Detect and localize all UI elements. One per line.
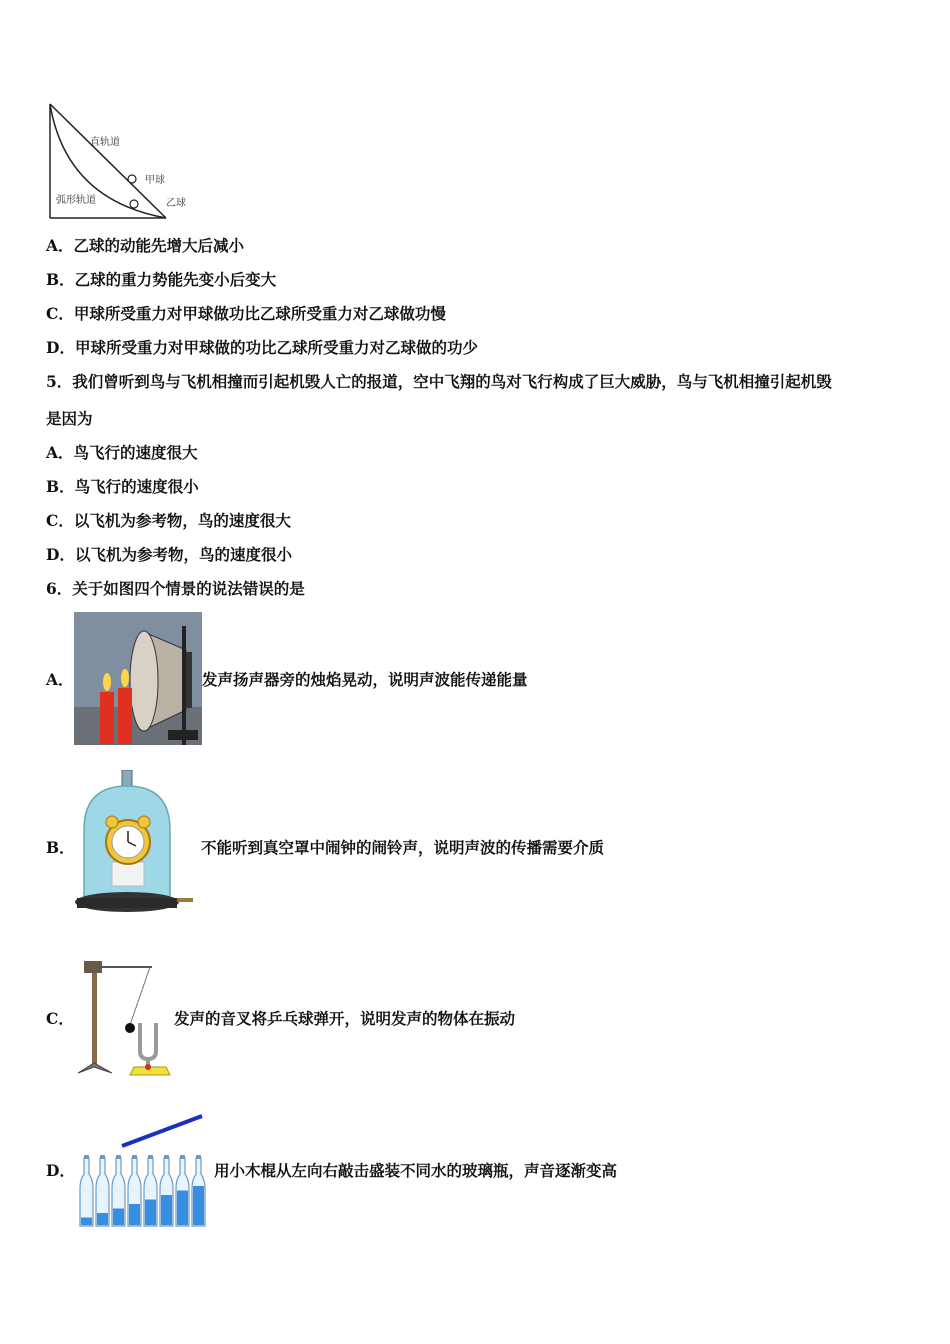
q5-option-a[interactable]: A．鸟飞行的速度很大 <box>46 443 198 462</box>
q6-option-b-text: 不能听到真空罩中闹钟的闹铃声，说明声波的传播需要介质 <box>201 837 605 857</box>
q4-option-d[interactable]: D．甲球所受重力对甲球做的功比乙球所受重力对乙球做的功少 <box>46 338 478 357</box>
q4-option-b[interactable]: B．乙球的重力势能先变小后变大 <box>46 270 277 289</box>
glass-bottle <box>128 1155 141 1226</box>
q4-option-a[interactable]: A．乙球的动能先增大后减小 <box>46 236 245 255</box>
glass-bottle <box>144 1155 157 1226</box>
q6-option-c-letter: C． <box>46 1009 74 1028</box>
q6-option-d[interactable] <box>46 1110 617 1230</box>
label-straight-track: 直轨道 <box>90 137 120 148</box>
glass-bottle <box>96 1155 109 1226</box>
tuning-fork-image <box>74 955 174 1081</box>
q6-option-a[interactable] <box>46 612 528 745</box>
bell-jar-image <box>74 770 198 923</box>
q6-option-a-letter: A． <box>46 669 74 689</box>
speaker-candle-image <box>74 612 202 745</box>
q6-option-b-letter: B． <box>46 837 75 857</box>
q5-option-c[interactable]: C．以飞机为参考物，鸟的速度很大 <box>46 511 291 530</box>
q5-stem-line1: 5．我们曾听到鸟与飞机相撞而引起机毁人亡的报道，空中飞翔的鸟对飞行构成了巨大威胁，鸟与飞机相撞引起机毁 <box>46 372 832 391</box>
label-ball-a: 甲球 <box>145 175 165 186</box>
q5-option-d[interactable]: D．以飞机为参考物，鸟的速度很小 <box>46 545 292 564</box>
track-diagram <box>46 100 196 222</box>
q5-option-b[interactable]: B．鸟飞行的速度很小 <box>46 477 199 496</box>
q6-option-c-text: 发声的音叉将乒乓球弹开，说明发声的物体在振动 <box>174 1009 516 1028</box>
glass-bottle <box>176 1155 189 1226</box>
q6-option-d-text: 用小木棍从左向右敲击盛装不同水的玻璃瓶，声音逐渐变高 <box>214 1161 618 1180</box>
q6-option-d-letter: D． <box>46 1161 75 1180</box>
glass-bottles-image <box>74 1110 212 1230</box>
q6-option-c[interactable] <box>46 955 515 1081</box>
glass-bottle <box>160 1155 173 1226</box>
glass-bottle <box>80 1155 93 1226</box>
glass-bottle <box>192 1155 205 1226</box>
label-arc-track: 弧形轨道 <box>56 195 96 206</box>
q5-stem-line2: 是因为 <box>46 409 93 428</box>
q4-option-c[interactable]: C．甲球所受重力对甲球做功比乙球所受重力对乙球做功慢 <box>46 304 446 323</box>
q6-option-b[interactable] <box>46 770 604 923</box>
q6-stem: 6．关于如图四个情景的说法错误的是 <box>46 579 305 598</box>
wooden-stick <box>122 1116 202 1146</box>
glass-bottle <box>112 1155 125 1226</box>
label-ball-b: 乙球 <box>166 198 186 209</box>
q6-option-a-text: 发声扬声器旁的烛焰晃动，说明声波能传递能量 <box>202 669 528 689</box>
